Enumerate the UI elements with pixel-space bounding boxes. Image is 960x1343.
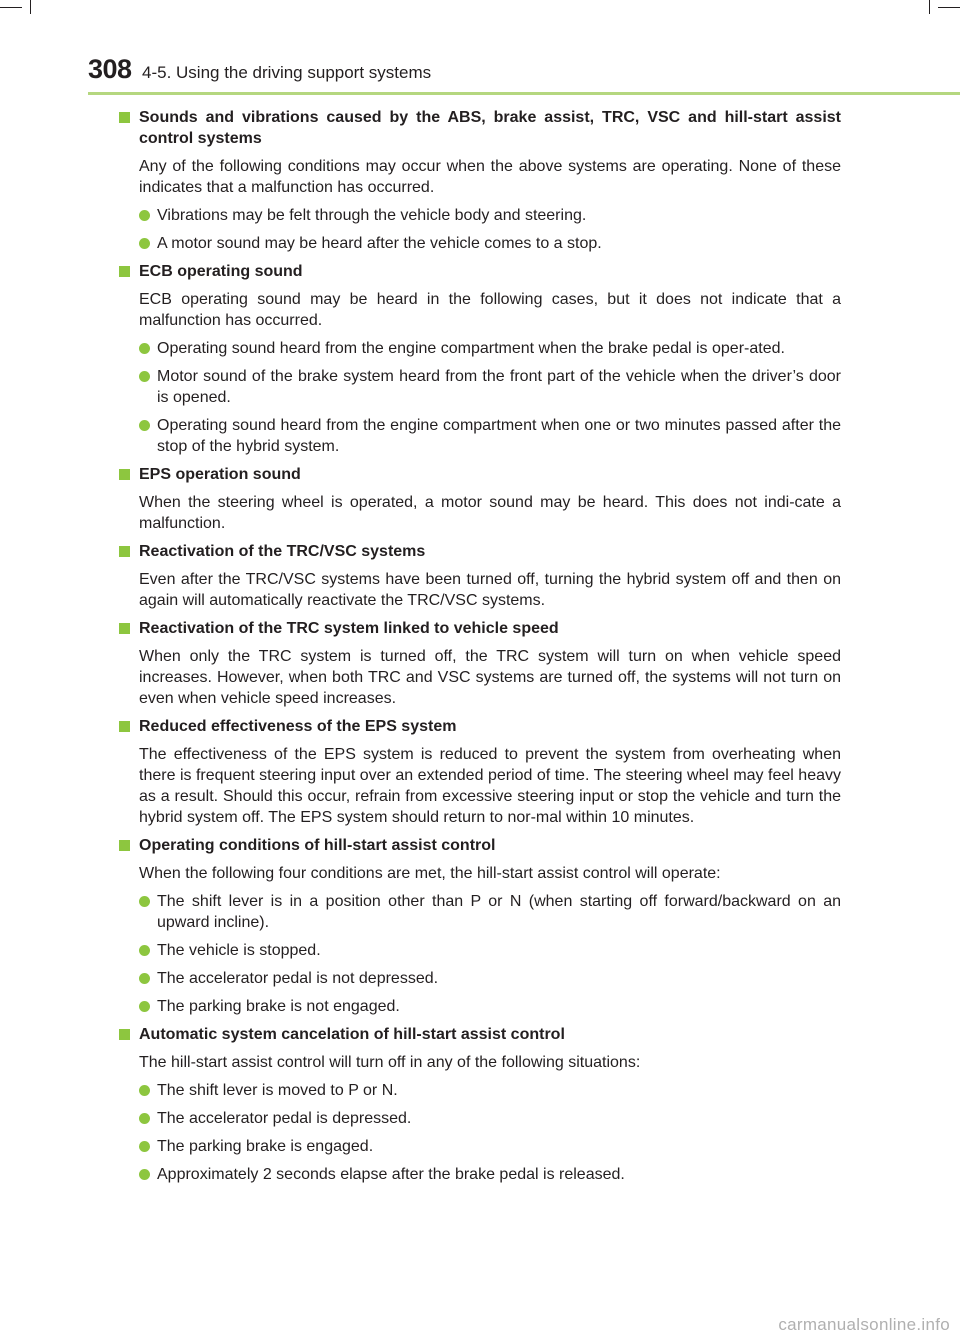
bullet-text: The shift lever is in a position other than P or N (when starting off forward/backward on an upward incline).	[157, 893, 841, 931]
bullet-text: Approximately 2 seconds elapse after the brake pedal is released.	[157, 1166, 625, 1183]
square-bullet-icon	[119, 266, 130, 277]
note-section	[119, 541, 841, 611]
section-title: 4-5. Using the driving support systems	[142, 63, 432, 82]
circle-bullet-icon	[139, 1113, 150, 1124]
bullet-item	[119, 338, 841, 359]
square-bullet-icon	[119, 1029, 130, 1040]
bullet-item	[119, 1164, 841, 1185]
section-heading	[119, 1024, 841, 1045]
bullet-item	[119, 205, 841, 226]
bullet-text: Motor sound of the brake system heard from the front part of the vehicle when the driver’s door is opened.	[157, 368, 841, 406]
circle-bullet-icon	[139, 420, 150, 431]
section-text: ECB operating sound may be heard in the following cases, but it does not indicate that a malfunction has occurred.	[139, 291, 841, 329]
bullet-text: The shift lever is moved to P or N.	[157, 1082, 398, 1099]
section-text: When only the TRC system is turned off, the TRC system will turn on when vehicle speed increases. However, when both TRC and VSC systems are turned off, the systems will not turn on even when vehicle speed increases.	[139, 648, 841, 707]
header-rule	[88, 92, 960, 95]
note-section	[119, 716, 841, 828]
bullet-text: Vibrations may be felt through the vehicle body and steering.	[157, 207, 587, 224]
section-heading	[119, 835, 841, 856]
crop-mark-top-right-vertical	[929, 0, 930, 14]
bullet-text: Operating sound heard from the engine compartment when the brake pedal is oper-ated.	[157, 340, 785, 357]
circle-bullet-icon	[139, 896, 150, 907]
note-section	[119, 107, 841, 254]
section-text: When the following four conditions are met, the hill-start assist control will operate:	[139, 865, 721, 882]
section-heading	[119, 716, 841, 737]
note-section	[119, 1024, 841, 1185]
bullet-item	[119, 233, 841, 254]
square-bullet-icon	[119, 546, 130, 557]
circle-bullet-icon	[139, 371, 150, 382]
bullet-text: A motor sound may be heard after the vehicle comes to a stop.	[157, 235, 602, 252]
square-bullet-icon	[119, 469, 130, 480]
page-number: 308	[88, 54, 132, 84]
square-bullet-icon	[119, 112, 130, 123]
crop-mark-top-left-horizontal	[0, 7, 22, 8]
bullet-text: The accelerator pedal is not depressed.	[157, 970, 439, 987]
bullet-text: The parking brake is not engaged.	[157, 998, 400, 1015]
bullet-item	[119, 940, 841, 961]
bullet-text: The parking brake is engaged.	[157, 1138, 374, 1155]
bullet-item	[119, 1108, 841, 1129]
section-heading-text: Reactivation of the TRC system linked to vehicle speed	[139, 620, 559, 637]
circle-bullet-icon	[139, 1001, 150, 1012]
bullet-item	[119, 891, 841, 933]
circle-bullet-icon	[139, 973, 150, 984]
circle-bullet-icon	[139, 210, 150, 221]
note-section	[119, 835, 841, 1017]
circle-bullet-icon	[139, 945, 150, 956]
note-section	[119, 464, 841, 534]
section-text: The effectiveness of the EPS system is reduced to prevent the system from overheating when there is frequent steering input over an extended period of time. The steering wheel may feel heavy as a result. Should this occur, refrain from excessive steering input or stop the vehicle and turn the hybrid system off. The EPS system should return to nor-mal within 10 minutes.	[139, 746, 841, 826]
section-heading-text: Automatic system cancelation of hill-start assist control	[139, 1026, 565, 1043]
section-heading-text: Reduced effectiveness of the EPS system	[139, 718, 457, 735]
section-heading	[119, 618, 841, 639]
section-heading-text: Reactivation of the TRC/VSC systems	[139, 543, 426, 560]
section-text: When the steering wheel is operated, a motor sound may be heard. This does not indi-cate a malfunction.	[139, 494, 841, 532]
section-text: Even after the TRC/VSC systems have been turned off, turning the hybrid system off and then on again will automatically reactivate the TRC/VSC systems.	[139, 571, 841, 609]
note-section	[119, 261, 841, 457]
section-heading	[119, 261, 841, 282]
square-bullet-icon	[119, 721, 130, 732]
circle-bullet-icon	[139, 1141, 150, 1152]
bullet-text: Operating sound heard from the engine compartment when one or two minutes passed after the stop of the hybrid system.	[157, 417, 841, 455]
square-bullet-icon	[119, 623, 130, 634]
bullet-item	[119, 415, 841, 457]
section-heading	[119, 541, 841, 562]
square-bullet-icon	[119, 840, 130, 851]
circle-bullet-icon	[139, 1169, 150, 1180]
section-heading-text: EPS operation sound	[139, 466, 301, 483]
bullet-item	[119, 996, 841, 1017]
bullet-item	[119, 366, 841, 408]
circle-bullet-icon	[139, 238, 150, 249]
circle-bullet-icon	[139, 343, 150, 354]
section-heading	[119, 107, 841, 149]
note-section	[119, 618, 841, 709]
section-heading-text: Operating conditions of hill-start assist control	[139, 837, 496, 854]
section-heading-text: ECB operating sound	[139, 263, 303, 280]
crop-mark-top-left-vertical	[30, 0, 31, 14]
bullet-item	[119, 1136, 841, 1157]
bullet-item	[119, 1080, 841, 1101]
section-text: The hill-start assist control will turn off in any of the following situations:	[139, 1054, 641, 1071]
section-heading	[119, 464, 841, 485]
section-text: Any of the following conditions may occur when the above systems are operating. None of these indicates that a malfunction has occurred.	[139, 158, 841, 196]
bullet-item	[119, 968, 841, 989]
page-body	[119, 107, 841, 1192]
section-heading-text: Sounds and vibrations caused by the ABS, brake assist, TRC, VSC and hill-start assist control systems	[139, 109, 841, 147]
crop-mark-top-right-horizontal	[938, 7, 960, 8]
circle-bullet-icon	[139, 1085, 150, 1096]
bullet-text: The accelerator pedal is depressed.	[157, 1110, 412, 1127]
watermark: carmanualsonline.info	[778, 1315, 950, 1334]
bullet-text: The vehicle is stopped.	[157, 942, 321, 959]
